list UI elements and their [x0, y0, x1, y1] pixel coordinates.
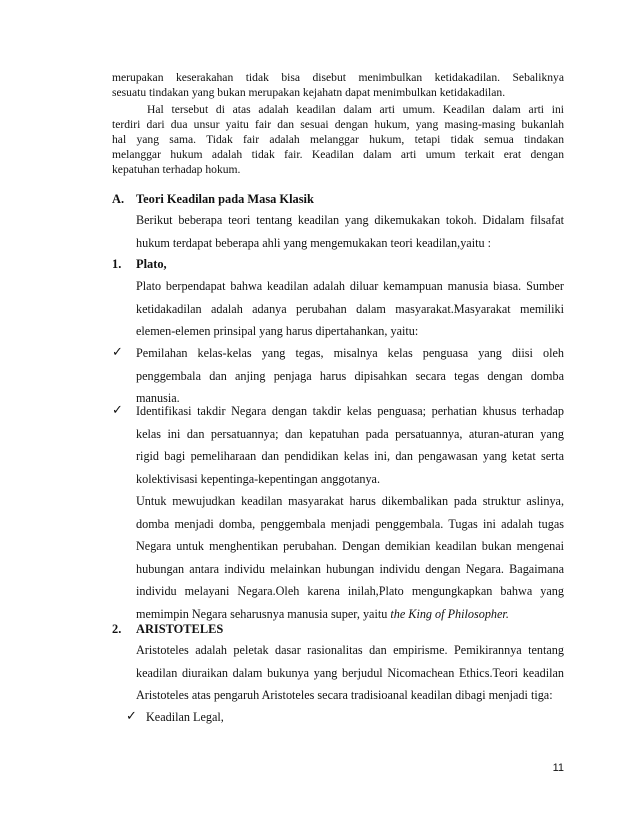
text-line: Untuk mewujudkan keadilan masyarakat harus dikembalikan pada struktur aslinya, [136, 494, 564, 508]
checkmark-icon: ✓ [112, 344, 123, 359]
section-a-intro [136, 209, 564, 254]
aristoteles-bullet-1 [146, 706, 446, 729]
checkmark-icon: ✓ [126, 708, 137, 723]
text-line: kelas ini dan persatuannya; dan kepatuhan pada persatuannya, aturan-aturan yang [136, 426, 564, 441]
plato-bullet-2 [136, 400, 564, 490]
text-line: Identifikasi takdir Negara dengan takdir kelas penguasa; perhatian khusus terhadap [136, 404, 564, 418]
plato-intro [136, 275, 564, 343]
text-line: elemen-elemen prinsipal yang harus dipertahankan, yaitu: [136, 324, 419, 338]
subsection-title: Plato, [136, 257, 167, 271]
text-line: Pemilahan kelas-kelas yang tegas, misalnya kelas penguasa yang diisi oleh [136, 346, 564, 360]
text-line: kepatuhan terhadap hokum. [112, 163, 241, 176]
section-marker: A. [112, 192, 125, 206]
text-line: merupakan keserakahan tidak bisa disebut menimbulkan ketidakadilan. Sebaliknya [112, 71, 564, 84]
section-heading [112, 192, 564, 207]
text-line: hal yang sama. Tidak fair adalah melanggar hukum, tetapi tidak semua tindakan [112, 133, 564, 146]
text-line: hukum terdapat beberapa ahli yang mengemukakan teori keadilan,yaitu : [136, 235, 491, 250]
text-line: ketidakadilan adalah adanya perubahan dalam masyarakat.Masyarakat memiliki [136, 301, 564, 316]
section-title: Teori Keadilan pada Masa Klasik [136, 192, 314, 206]
text-line: keadilan diuraikan dalam bukunya yang berjudul Nicomachean Ethics.Teori keadilan [136, 665, 564, 680]
text-line: Plato berpendapat bahwa keadilan adalah diluar kemampuan manusia biasa. Sumber [136, 279, 564, 293]
page-number: 11 [552, 762, 564, 774]
checkmark-icon: ✓ [112, 402, 123, 417]
text-line: kolektivisasi kepentinga-kepentingan anggotanya. [136, 471, 381, 486]
text-line: rigid bagi pemeliharaan dan pendidikan kelas ini, dan pengawasan yang ketat serta [136, 449, 564, 463]
text-run: memimpin Negara seharusnya manusia super, yaitu [136, 606, 391, 621]
italic-phrase: the King of Philosopher. [390, 606, 509, 621]
text-line: melanggar hukum adalah tidak fair. Keadilan dalam arti umum terkait erat dengan [112, 148, 564, 161]
plato-closing [136, 490, 564, 625]
subsection-heading-plato [112, 257, 564, 272]
general-justice-paragraph [112, 102, 564, 177]
text-line: Aristoteles adalah peletak dasar rasionalitas dan empirisme. Pemikirannya tentang [136, 643, 564, 657]
text-line: domba menjadi domba, penggembala menjadi penggembala. Tugas ini adalah tugas [136, 516, 564, 531]
text-line: Keadilan Legal, [146, 710, 224, 724]
text-line: penggembala dan anjing penjaga harus dipisahkan secara tegas dengan domba [136, 368, 564, 383]
text-line: hubungan antara individu melainkan hubungan individu dengan Negara. Bagaimana [136, 561, 564, 576]
intro-paragraph [112, 70, 564, 100]
subsection-marker: 1. [112, 257, 122, 271]
text-line: Berikut beberapa teori tentang keadilan yang dikemukakan tokoh. Didalam filsafat [136, 213, 564, 227]
subsection-title: ARISTOTELES [136, 622, 224, 636]
text-line: manusia. [136, 391, 180, 405]
text-line: Aristoteles atas pengaruh Aristoteles secara tradisioanal keadilan dibagi menjadi tiga: [136, 688, 553, 702]
aristoteles-intro [136, 639, 564, 707]
text-line: individu melayani Negara.Oleh karena inilah,Plato mengungkapkan bahwa yang [136, 584, 564, 598]
text-line: terdiri dari dua unsur yaitu fair dan sesuai dengan hukum, yang masing-masing bukanlah [112, 118, 564, 131]
text-line: Hal tersebut di atas adalah keadilan dalam arti umum. Keadilan dalam arti ini [147, 103, 564, 116]
text-line: sesuatu tindakan yang bukan merupakan kejahatn dapat menimbulkan ketidakadilan. [112, 86, 506, 99]
subsection-marker: 2. [112, 622, 122, 636]
text-line: Negara untuk menghentikan perubahan. Dengan demikian keadilan bukan mengenai [136, 539, 564, 553]
subsection-heading-aristoteles [112, 622, 564, 637]
